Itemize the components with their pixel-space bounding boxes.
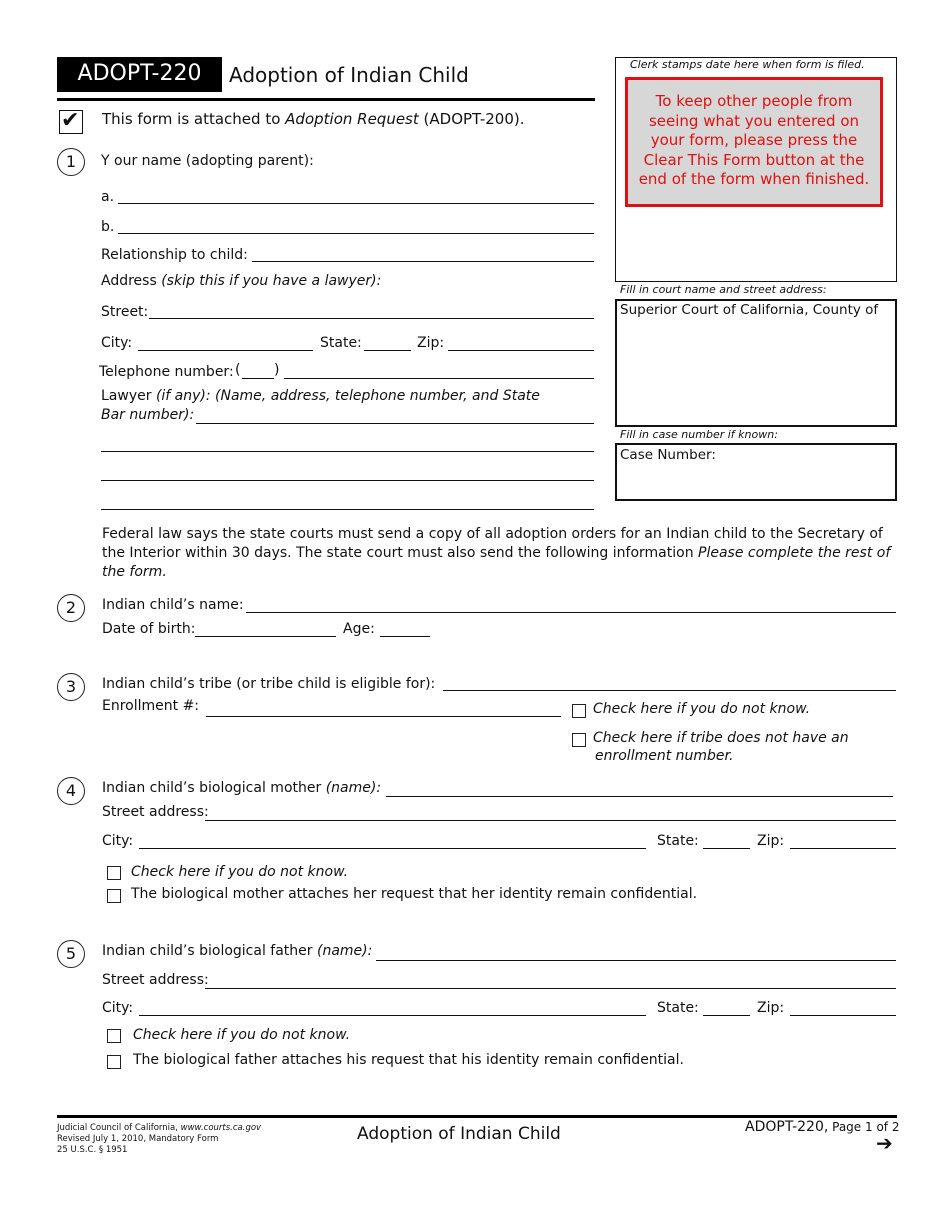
city-field[interactable] [138, 350, 313, 351]
tribe-label: Indian child’s tribe (or tribe child is eligible for): [102, 676, 436, 692]
tribe-field[interactable] [443, 690, 896, 691]
section-1-label: Y our name (adopting parent): [101, 153, 314, 169]
lawyer-field-3[interactable] [101, 480, 594, 481]
mother-city-label: City: [102, 833, 134, 849]
telephone-label: Telephone number: [99, 364, 234, 380]
child-name-field[interactable] [246, 612, 896, 613]
dob-label: Date of birth: [102, 621, 196, 637]
telephone-field[interactable] [284, 378, 594, 379]
federal-law-paragraph: Federal law says the state courts must send a copy of all adoption orders for an Indian child to the Secretary of the Interior within 30 days. The state court must also send the following information Please complete the rest of the form. [102, 526, 891, 580]
section-3-number: 3 [57, 673, 85, 701]
father-street-field[interactable] [205, 988, 896, 989]
footer-council: Judicial Council of California, www.courts.ca.gov [57, 1123, 262, 1133]
father-confidential-checkbox[interactable] [107, 1055, 121, 1069]
section-2-number: 2 [57, 594, 85, 622]
mother-state-label: State: [657, 833, 699, 849]
father-name-field[interactable] [376, 960, 896, 961]
city-label: City: [101, 335, 133, 351]
father-unknown-label: Check here if you do not know. [133, 1027, 351, 1043]
dob-field[interactable] [195, 636, 336, 637]
relationship-label: Relationship to child: [101, 247, 248, 263]
mother-street-label: Street address: [102, 804, 209, 820]
state-field[interactable] [364, 350, 411, 351]
mother-confidential-checkbox[interactable] [107, 889, 121, 903]
lawyer-field-1[interactable] [196, 423, 594, 424]
father-state-field[interactable] [703, 1015, 750, 1016]
mother-zip-label: Zip: [757, 833, 785, 849]
section-1-number: 1 [57, 148, 85, 176]
form-title: Adoption of Indian Child [229, 63, 469, 87]
no-enrollment-label-2: enrollment number. [595, 748, 734, 764]
footer-revised: Revised July 1, 2010, Mandatory Form [57, 1134, 219, 1144]
father-name-label: Indian child’s biological father (name): [102, 943, 373, 959]
no-enrollment-checkbox[interactable] [572, 733, 586, 747]
footer-statute: 25 U.S.C. § 1951 [57, 1145, 128, 1155]
case-number-label: Case Number: [620, 447, 716, 463]
section-4-number: 4 [57, 777, 85, 805]
form-number-badge: ADOPT-220 [57, 57, 222, 92]
lawyer-label-line2: Bar number): [101, 407, 195, 423]
mother-unknown-label: Check here if you do not know. [131, 864, 349, 880]
telephone-area-open: ( [235, 362, 241, 378]
zip-field[interactable] [448, 350, 594, 351]
mother-zip-field[interactable] [790, 848, 896, 849]
footer-page: ADOPT-220, Page 1 of 2 [745, 1119, 900, 1135]
lawyer-field-4[interactable] [101, 509, 594, 510]
father-state-label: State: [657, 1000, 699, 1016]
mother-city-field[interactable] [139, 848, 646, 849]
child-name-label: Indian child’s name: [102, 597, 244, 613]
court-name-value: Superior Court of California, County of [620, 302, 879, 318]
privacy-warning-box: To keep other people from seeing what you entered on your form, please press the Clear This Form button at the end of the form when finished. [625, 77, 883, 207]
court-caption: Fill in court name and street address: [620, 283, 827, 296]
relationship-field[interactable] [252, 261, 594, 262]
telephone-area-field[interactable] [242, 378, 274, 379]
telephone-area-close: ) [274, 362, 280, 378]
case-caption: Fill in case number if known: [620, 428, 778, 441]
clerk-stamp-caption: Clerk stamps date here when form is filed. [630, 58, 865, 71]
mother-state-field[interactable] [703, 848, 750, 849]
address-label: Address (skip this if you have a lawyer): [101, 273, 382, 289]
mother-name-field[interactable] [386, 796, 893, 797]
attached-checkbox[interactable] [59, 110, 83, 134]
father-street-label: Street address: [102, 972, 209, 988]
name-a-field[interactable] [118, 203, 594, 204]
mother-unknown-checkbox[interactable] [107, 866, 121, 880]
lawyer-label-line1: Lawyer (if any): (Name, address, telephone number, and State [101, 388, 540, 404]
footer-rule [57, 1115, 897, 1118]
lawyer-field-2[interactable] [101, 451, 594, 452]
checkmark-icon: ✔ [61, 108, 80, 133]
mother-name-label: Indian child’s biological mother (name): [102, 780, 382, 796]
name-b-field[interactable] [118, 233, 594, 234]
father-city-field[interactable] [139, 1015, 646, 1016]
street-field[interactable] [149, 318, 594, 319]
state-label: State: [320, 335, 362, 351]
street-label: Street: [101, 304, 149, 320]
next-page-arrow-icon: ➔ [876, 1131, 893, 1155]
age-label: Age: [343, 621, 375, 637]
no-enrollment-label-1: Check here if tribe does not have an [593, 730, 849, 746]
name-b-label: b. [101, 219, 115, 235]
father-unknown-checkbox[interactable] [107, 1029, 121, 1043]
section-5-number: 5 [57, 940, 85, 968]
header-rule [57, 98, 595, 101]
zip-label: Zip: [417, 335, 445, 351]
enrollment-field[interactable] [206, 716, 561, 717]
attached-text: This form is attached to Adoption Request (ADOPT-200). [102, 110, 525, 128]
father-zip-label: Zip: [757, 1000, 785, 1016]
footer-title: Adoption of Indian Child [357, 1124, 561, 1144]
name-a-label: a. [101, 189, 115, 205]
father-zip-field[interactable] [790, 1015, 896, 1016]
court-name-box[interactable] [615, 299, 897, 427]
father-confidential-label: The biological father attaches his request that his identity remain confidential. [133, 1052, 684, 1068]
mother-confidential-label: The biological mother attaches her request that her identity remain confidential. [131, 886, 698, 902]
tribe-unknown-label: Check here if you do not know. [593, 701, 811, 717]
father-city-label: City: [102, 1000, 134, 1016]
enrollment-label: Enrollment #: [102, 698, 200, 714]
age-field[interactable] [380, 636, 430, 637]
mother-street-field[interactable] [205, 820, 896, 821]
tribe-unknown-checkbox[interactable] [572, 704, 586, 718]
